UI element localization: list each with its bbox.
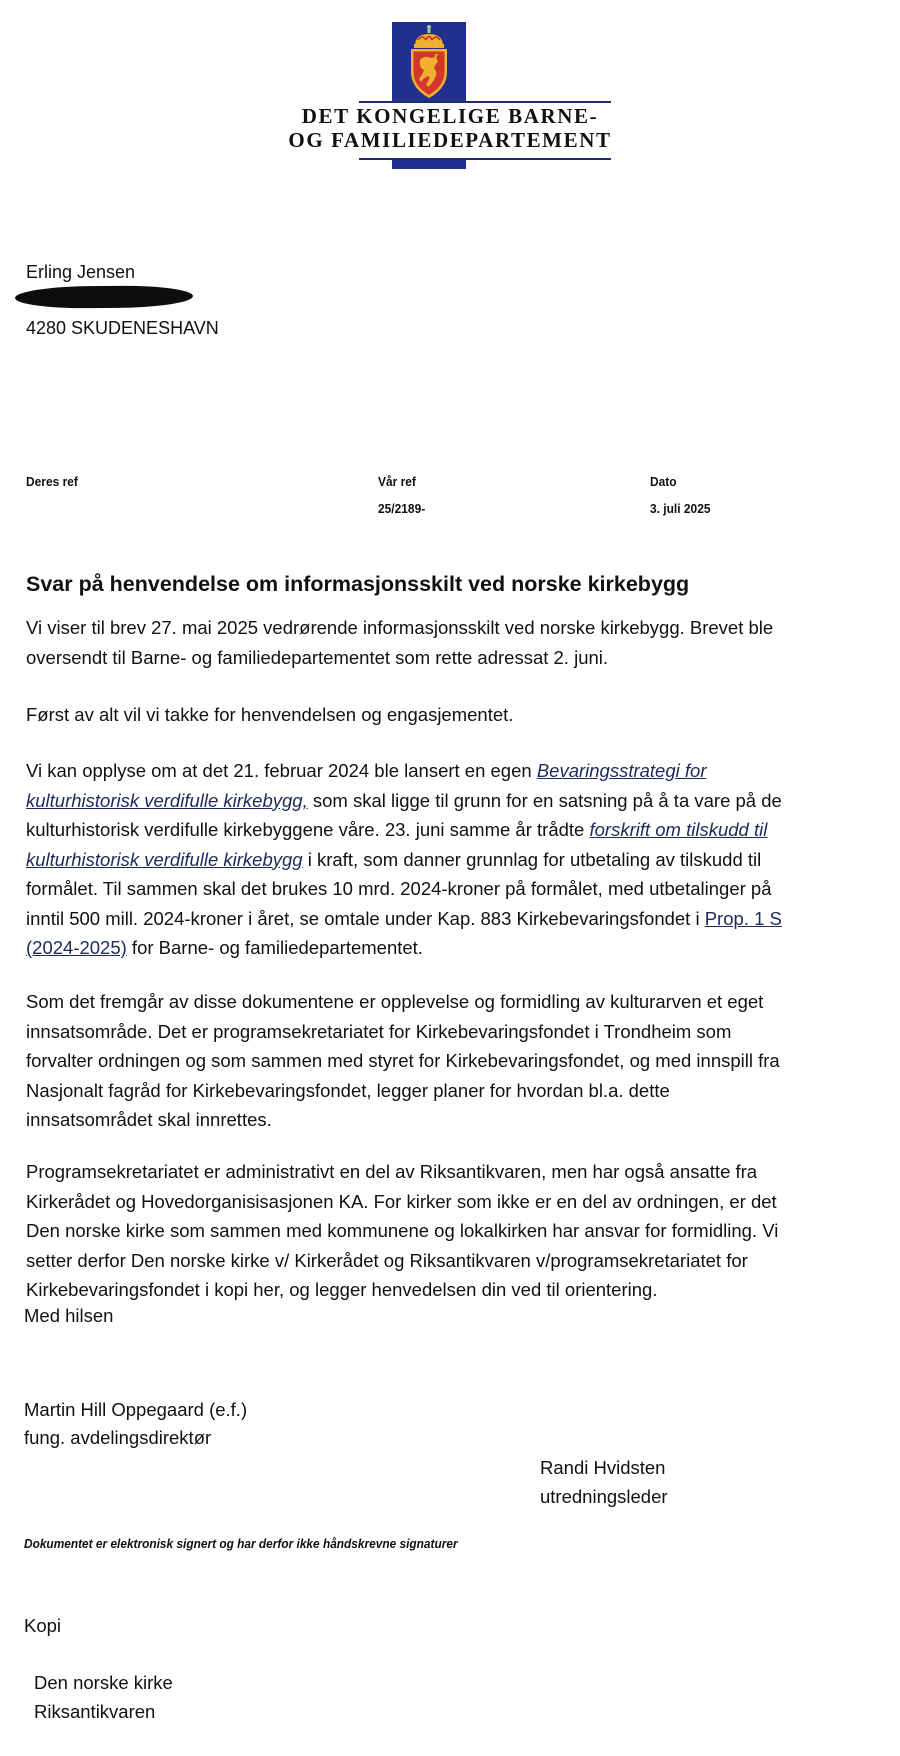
signatory-1-title: fung. avdelingsdirektør (24, 1427, 212, 1448)
paragraph-1-line: Vi viser til brev 27. mai 2025 vedrørende informasjonsskilt ved norske kirkebygg. Brevet ble (26, 617, 774, 638)
link-bevaringsstrategi-cont[interactable]: kulturhistorisk verdifulle kirkebygg, (26, 789, 308, 811)
text: for Barne- og familiedepartementet. (126, 937, 423, 958)
paragraph-3 (26, 756, 886, 963)
redacted-street-address (15, 285, 193, 309)
logo-footer-bar (392, 160, 466, 169)
paragraph-4-line: Nasjonalt fagråd for Kirkebevaringsfondet, legger planer for hvordan bl.a. dette (26, 1079, 670, 1101)
closing-greeting: Med hilsen (24, 1305, 114, 1326)
paragraph-5-line: Kirkebevaringsfondet i kopi her, og legger henvedelsen din ved til orientering. (26, 1279, 658, 1300)
link-prop-1s[interactable]: Prop. 1 S (704, 907, 782, 929)
recipient-postal: 4280 SKUDENESHAVN (26, 318, 219, 338)
paragraph-5-line: setter derfor Den norske kirke v/ Kirkerådet og Riksantikvaren v/programsekretariatet for (26, 1249, 748, 1271)
deres-ref-label: Deres ref (26, 474, 78, 489)
copy-recipient: Riksantikvaren (34, 1701, 156, 1722)
link-bevaringsstrategi[interactable]: Bevaringsstrategi for (536, 760, 707, 781)
text: kulturhistorisk verdifulle kirkebyggene våre. 23. juni samme år trådte (26, 819, 590, 840)
copy-recipient: Den norske kirke (34, 1672, 173, 1693)
paragraph-4 (26, 987, 886, 1135)
paragraph-4-line: innsatsområdet skal innrettes. (26, 1109, 272, 1130)
copy-label: Kopi (24, 1615, 62, 1636)
link-forskrift-cont[interactable]: kulturhistorisk verdifulle kirkebygg (26, 848, 303, 870)
text: Vi kan opplyse om at det 21. februar 2024 ble lansert en egen (26, 760, 537, 781)
signatory-2-title: utredningsleder (540, 1486, 668, 1507)
org-name-line-1: DET KONGELIGE BARNE- (301, 104, 599, 128)
electronic-signature-note: Dokumentet er elektronisk signert og har derfor ikke håndskrevne signaturer (24, 1537, 458, 1551)
paragraph-1-line: oversendt til Barne- og familiedepartementet som rette adressat 2. juni. (26, 646, 609, 668)
var-ref-label: Vår ref (378, 474, 416, 489)
paragraph-4-line: forvalter ordningen og som sammen med styret for Kirkebevaringsfondet, og med innspill fra (26, 1050, 780, 1071)
paragraph-5 (26, 1157, 886, 1305)
paragraph-2 (26, 700, 886, 730)
paragraph-3-line (26, 756, 886, 786)
dato-value: 3. juli 2025 (650, 501, 711, 516)
link-forskrift[interactable]: forskrift om tilskudd til (589, 819, 768, 840)
paragraph-3-line (26, 815, 886, 845)
paragraph-5-line: Programsekretariatet er administrativt en del av Riksantikvaren, men har også ansatte fra (26, 1161, 758, 1182)
paragraph-3-line: formålet. Til sammen skal det brukes 10 mrd. 2024-kroner på formålet, med utbetalinger på (26, 878, 772, 899)
signatory-1-name: Martin Hill Oppegaard (e.f.) (24, 1399, 248, 1420)
link-prop-1s-cont[interactable]: (2024-2025) (26, 937, 127, 958)
paragraph-2-line: Først av alt vil vi takke for henvendelsen og engasjementet. (26, 704, 514, 725)
text: i kraft, som danner grunnlag for utbetaling av tilskudd til (302, 848, 762, 870)
dato-label: Dato (650, 474, 677, 489)
paragraph-3-line (26, 786, 886, 816)
text: inntil 500 mill. 2024-kroner i året, se omtale under Kap. 883 Kirkebevaringsfondet i (26, 907, 705, 929)
paragraph-5-line: Den norske kirke som sammen med kommunene og lokalkirken har ansvar for formidling. Vi (26, 1220, 779, 1241)
var-ref-value: 25/2189- (378, 501, 426, 516)
recipient-name: Erling Jensen (26, 262, 136, 282)
paragraph-4-line: innsatsområde. Det er programsekretariatet for Kirkebevaringsfondet i Trondheim som (26, 1020, 732, 1042)
letter-subject: Svar på henvendelse om informasjonsskilt ved norske kirkebygg (26, 572, 690, 596)
signatory-2-name: Randi Hvidsten (540, 1457, 666, 1478)
org-name-line-2: OG FAMILIEDEPARTEMENT (288, 128, 612, 152)
paragraph-3-line (26, 845, 886, 875)
paragraph-1 (26, 613, 886, 672)
paragraph-5-line: Kirkerådet og Hovedorganisisasjonen KA. For kirker som ikke er en del av ordningen, er det (26, 1190, 777, 1212)
letterhead-rule-top (359, 101, 611, 103)
text: som skal ligge til grunn for en satsning på å ta vare på de (307, 789, 782, 811)
paragraph-3-line (26, 904, 886, 934)
paragraph-3-line (26, 933, 886, 963)
norwegian-coat-of-arms-icon (404, 24, 454, 100)
paragraph-4-line: Som det fremgår av disse dokumentene er opplevelse og formidling av kulturarven et eget (26, 991, 764, 1012)
